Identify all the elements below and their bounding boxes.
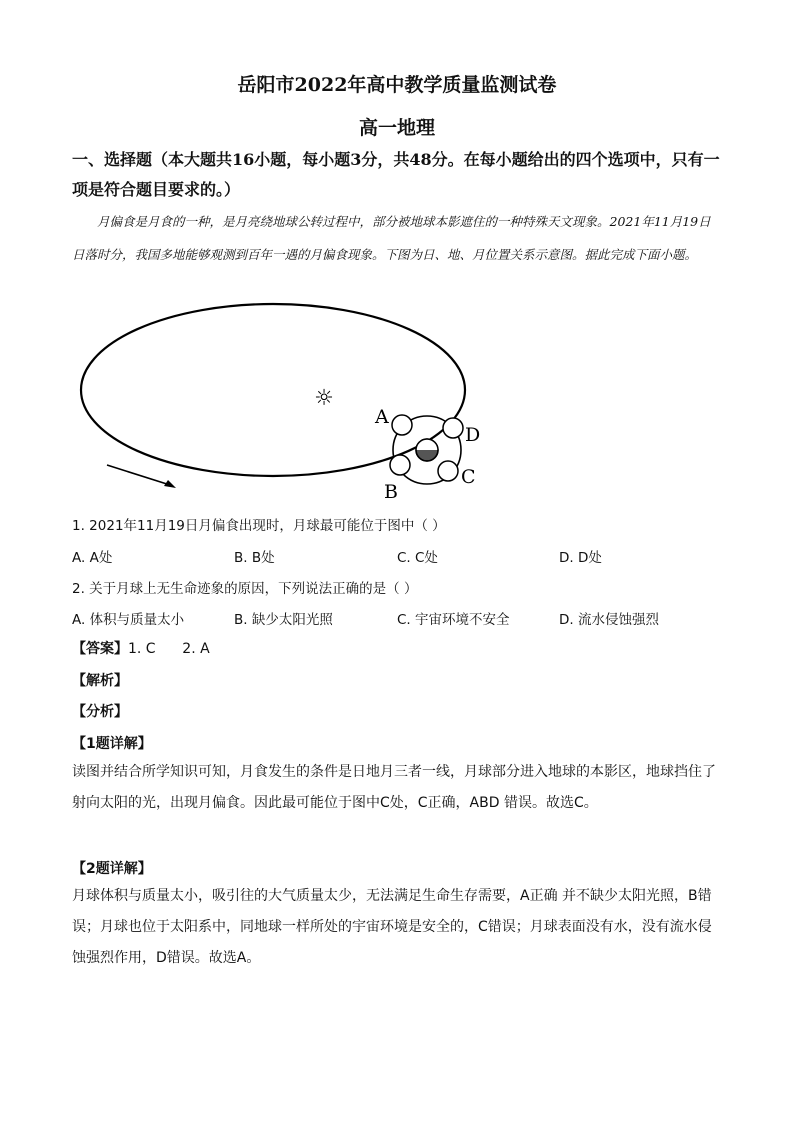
label-a: A [375,406,389,428]
question-2-option-c: C. 宇宙环境不安全 [397,612,510,628]
moon-position-b [390,455,410,475]
question-1-option-d: D. D处 [559,550,602,566]
sun-earth-moon-diagram [72,300,492,510]
answer-tag: 【答案】 [72,641,128,657]
moon-position-c [438,461,458,481]
question-1-option-b: B. B处 [234,550,275,566]
detail-1-text: 读图并结合所学知识可知，月食发生的条件是日地月三者一线，月球部分进入地球的本影区，地球挡住了射向太阳的光，出现月偏食。因此最可能位于图中C处，C正确，ABD 错误。故选C。 [72,764,716,811]
moon-position-d [443,418,463,438]
exam-title: 岳阳市2022年高中教学质量监测试卷 [237,74,557,96]
question-1-option-a: A. A处 [72,550,113,566]
label-d: D [465,424,481,446]
answer-line [72,638,210,658]
label-b: B [384,481,398,503]
detail-1-tag: 【1题详解】 [72,736,152,752]
sun-icon: ☼ [314,386,334,411]
fenxi-tag: 【分析】 [72,704,128,720]
section-heading: 一、选择题（本大题共16小题，每小题3分，共48分。在每小题给出的四个选项中，只有一项是符合题目要求的。） [72,150,720,199]
earth-orbit [81,304,465,476]
detail-2-tag: 【2题详解】 [72,861,152,877]
question-2-stem: 2. 关于月球上无生命迹象的原因，下列说法正确的是（ ） [72,581,418,597]
question-passage: 月偏食是月食的一种，是月亮绕地球公转过程中，部分被地球本影遮住的一种特殊天文现象。2021年11月19日日落时分，我国多地能够观测到百年一遇的月偏食现象。下图为日、地、月位置关系示意图。据此完成下面小题。 [72,214,711,262]
answer-text: 1. C 2. A [128,641,210,657]
arrow-head [164,480,176,488]
question-1-option-c: C. C处 [397,550,438,566]
label-c: C [461,466,476,488]
exam-subtitle: 高一地理 [358,117,435,139]
question-2-option-d: D. 流水侵蚀强烈 [559,612,659,628]
analysis-tag: 【解析】 [72,673,128,689]
moon-position-a [392,415,412,435]
question-1-stem: 1. 2021年11月19日月偏食出现时，月球最可能位于图中（ ） [72,518,446,534]
orbit-direction-arrow [107,465,170,485]
question-2-option-b: B. 缺少太阳光照 [234,612,333,628]
detail-2-text: 月球体积与质量太小，吸引往的大气质量太少，无法满足生命生存需要，A正确 并不缺少太阳光照，B错误；月球也位于太阳系中，同地球一样所处的宇宙环境是安全的，C错误；月球表面没有水，没有流水侵蚀强烈作用，D错误。故选A。 [72,888,712,966]
question-2-option-a: A. 体积与质量太小 [72,612,185,628]
